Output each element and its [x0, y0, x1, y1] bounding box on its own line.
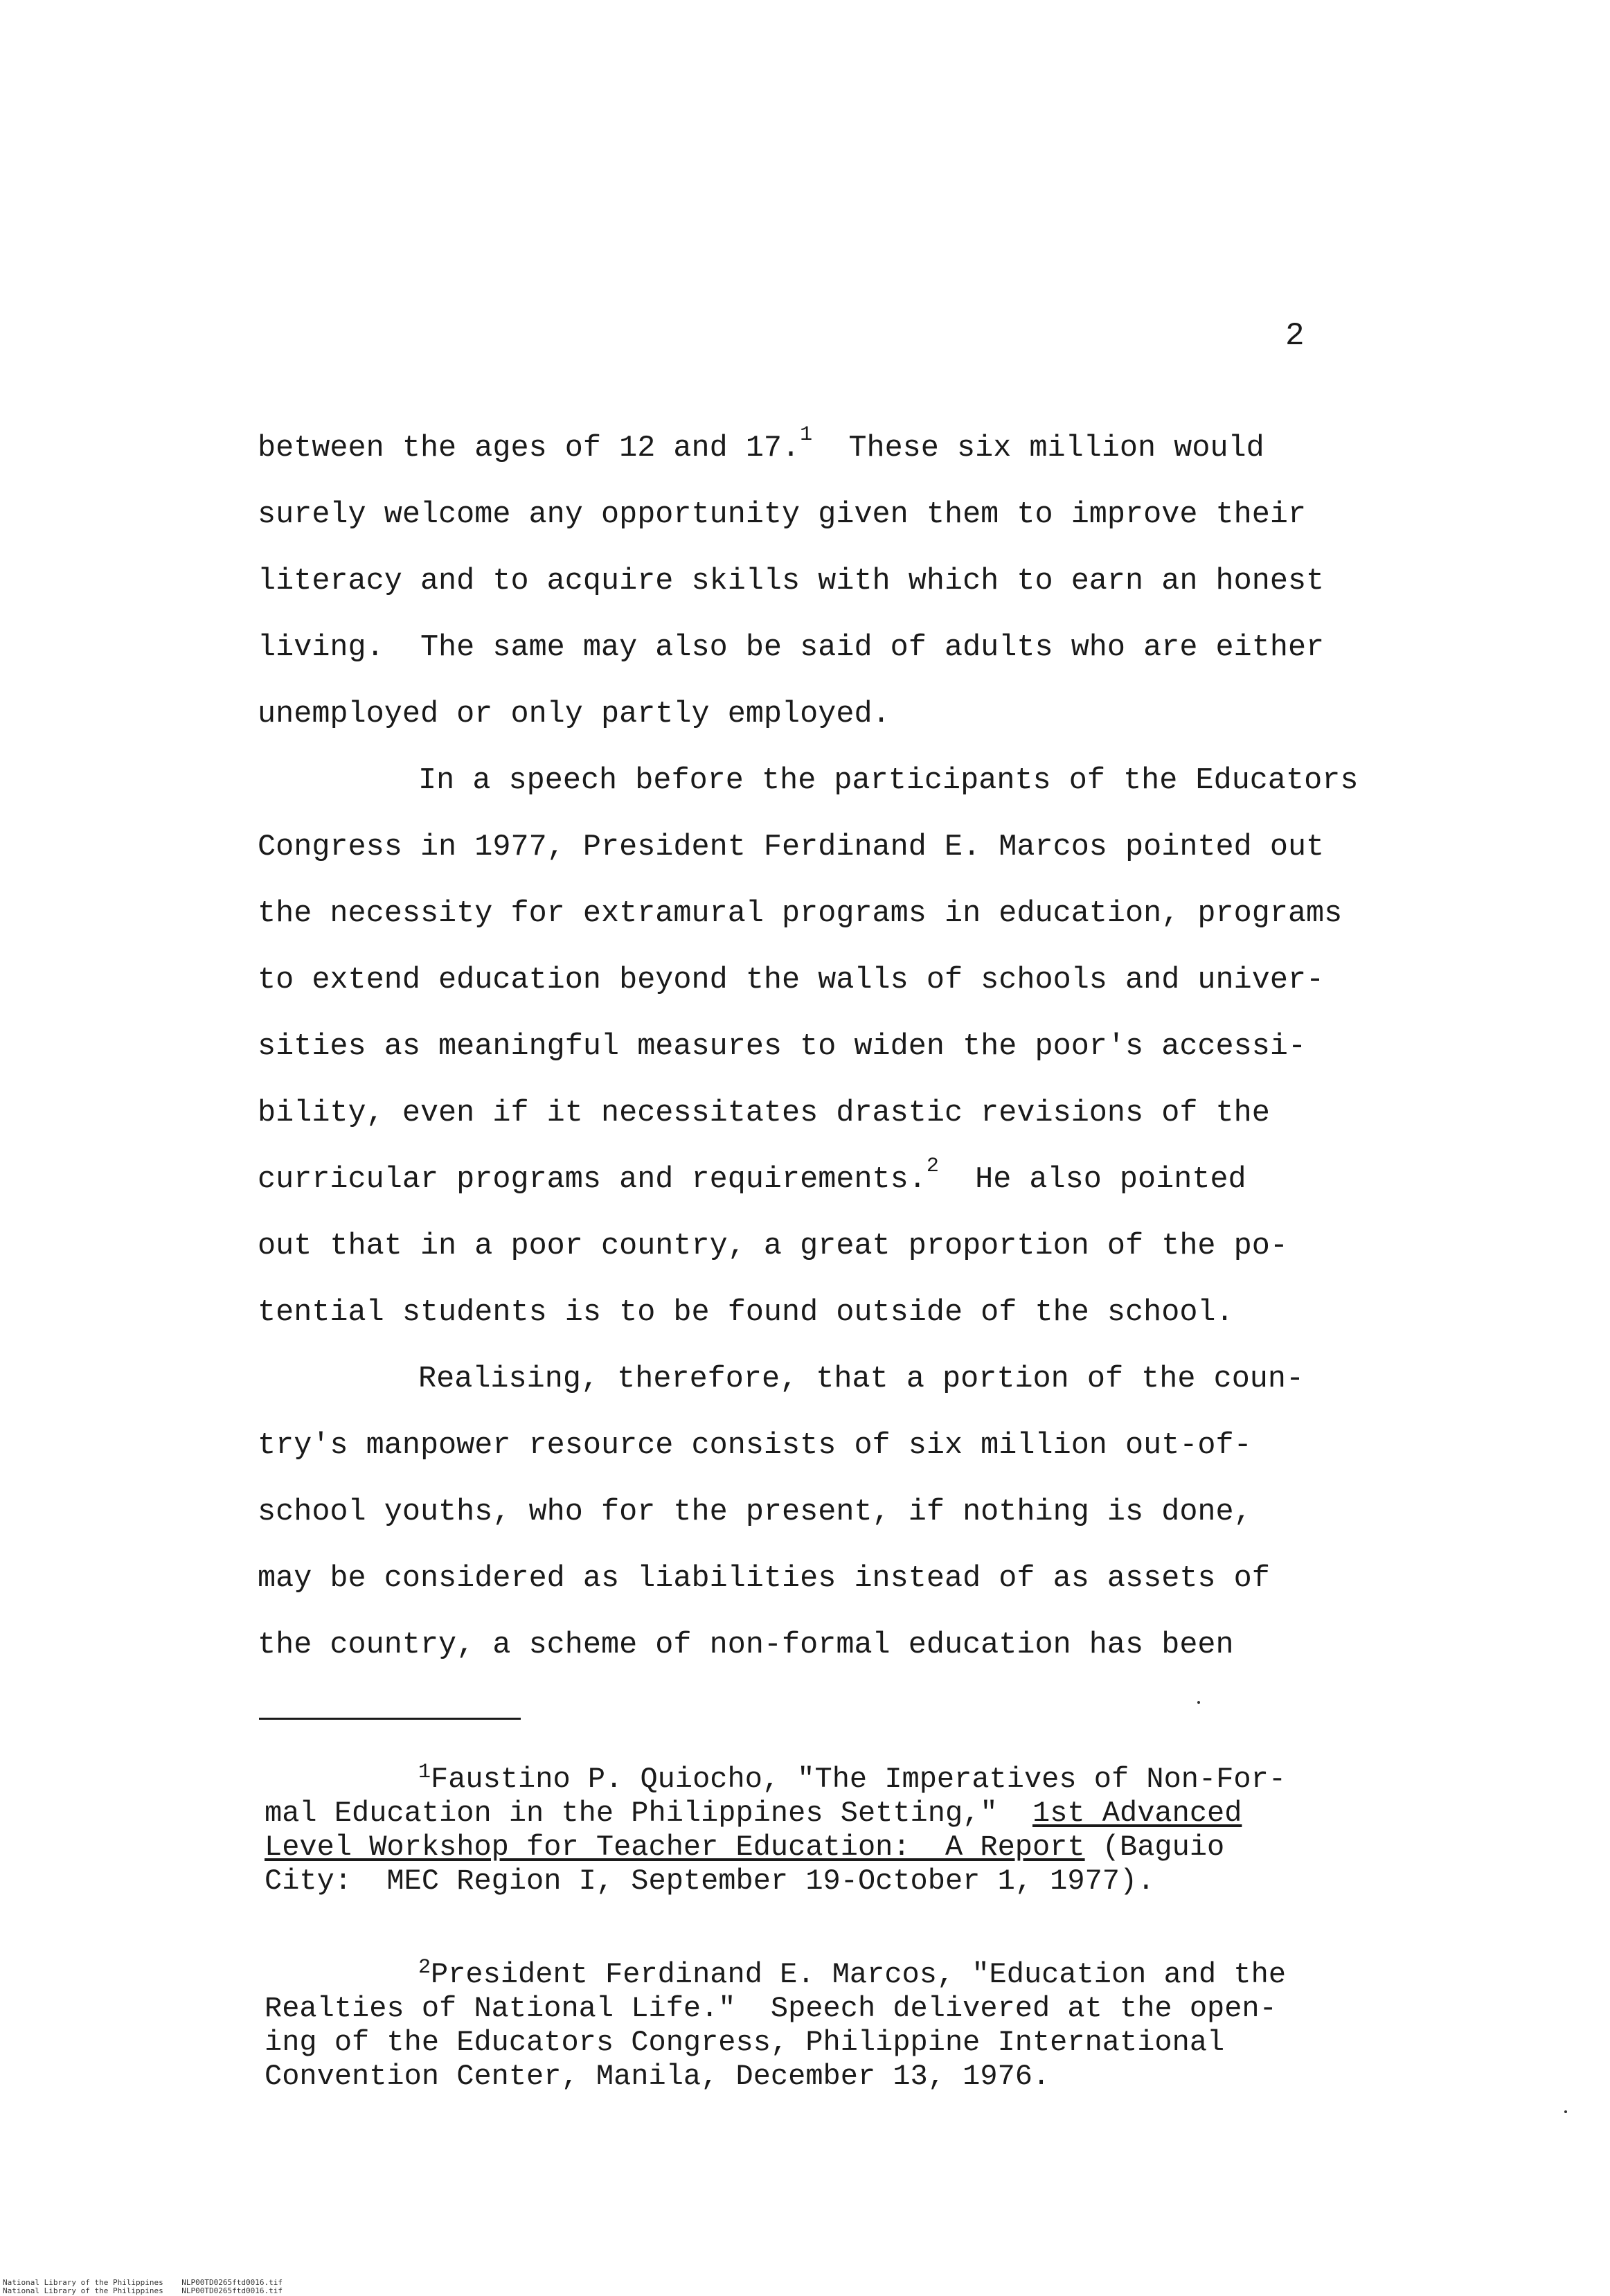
body-line-12: [258, 1147, 1449, 1213]
body-line-13: out that in a poor country, a great proportion of the po-: [258, 1229, 1288, 1263]
body-text: [258, 416, 1449, 1679]
body-line-1: [258, 416, 1449, 482]
scan-speck: [1564, 2110, 1567, 2113]
footnote-2: [265, 1958, 1469, 2094]
body-line-8: the necessity for extramural programs in education, programs: [258, 897, 1343, 931]
footnote-line: [265, 1797, 1469, 1831]
footnote-line: [265, 1831, 1469, 1865]
body-line-text: between the ages of 12 and 17.: [258, 431, 800, 465]
body-line-5: unemployed or only partly employed.: [258, 697, 891, 731]
footnote-line: Realties of National Life." Speech delivered at the open-: [265, 1992, 1277, 2025]
body-line-16: try's manpower resource consists of six million out-of-: [258, 1429, 1252, 1463]
footnote-text: Faustino P. Quiocho, "The Imperatives of Non-For-: [431, 1763, 1287, 1796]
footnote-line: Convention Center, Manila, December 13, 1976.: [265, 2060, 1050, 2093]
footnotes: [265, 1763, 1469, 2094]
footnote-divider: [259, 1718, 521, 1720]
body-line-15: Realising, therefore, that a portion of the coun-: [418, 1362, 1305, 1396]
body-line-18: may be considered as liabilities instead of as assets of: [258, 1562, 1270, 1596]
footnote-1: [265, 1763, 1469, 1898]
page-number: 2: [1285, 318, 1305, 354]
footnote-line: [265, 1958, 1469, 1992]
body-line-3: literacy and to acquire skills with which to earn an honest: [258, 564, 1325, 598]
footnote-gap: [265, 1898, 1469, 1958]
body-line-4: living. The same may also be said of adults who are either: [258, 631, 1325, 665]
body-line-7: Congress in 1977, President Ferdinand E. Marcos pointed out: [258, 830, 1325, 864]
footnote-line: ing of the Educators Congress, Philippine International: [265, 2026, 1225, 2059]
body-line-6: In a speech before the participants of the Educators: [418, 764, 1359, 798]
archive-stamp-line-1: National Library of the Philippines NLP00TD0265ftd0016.tif: [3, 2278, 283, 2287]
footnote-line: [265, 1763, 1469, 1797]
footnote-ref-1: 1: [800, 422, 813, 447]
archive-stamp-line-2: National Library of the Philippines NLP00TD0265ftd0016.tif: [3, 2286, 283, 2295]
footnote-line: City: MEC Region I, September 19-October 1, 1977).: [265, 1865, 1155, 1898]
footnote-text: (Baguio: [1084, 1831, 1225, 1864]
footnote-marker: 2: [418, 1956, 431, 1979]
body-line-17: school youths, who for the present, if nothing is done,: [258, 1495, 1252, 1529]
body-line-19: the country, a scheme of non-formal education has been: [258, 1628, 1234, 1662]
footnote-title: Level Workshop for Teacher Education: A Report: [265, 1831, 1085, 1864]
footnote-marker: 1: [418, 1761, 431, 1784]
body-line-text: curricular programs and requirements.: [258, 1163, 927, 1197]
footnote-text: mal Education in the Philippines Setting,": [265, 1797, 1032, 1830]
body-line-10: sities as meaningful measures to widen the poor's accessi-: [258, 1030, 1307, 1064]
body-line-2: surely welcome any opportunity given them to improve their: [258, 498, 1307, 532]
body-line-11: bility, even if it necessitates drastic revisions of the: [258, 1096, 1270, 1130]
body-line-9: to extend education beyond the walls of schools and univer-: [258, 963, 1325, 997]
footnote-title: 1st Advanced: [1032, 1797, 1242, 1830]
footnote-ref-2: 2: [926, 1154, 939, 1178]
body-line-tail: He also pointed: [938, 1163, 1246, 1197]
footnote-text: President Ferdinand E. Marcos, "Education and the: [431, 1958, 1287, 1991]
body-line-tail: These six million would: [812, 431, 1264, 465]
scan-speck: [1197, 1701, 1200, 1704]
body-line-14: tential students is to be found outside of the school.: [258, 1296, 1234, 1330]
